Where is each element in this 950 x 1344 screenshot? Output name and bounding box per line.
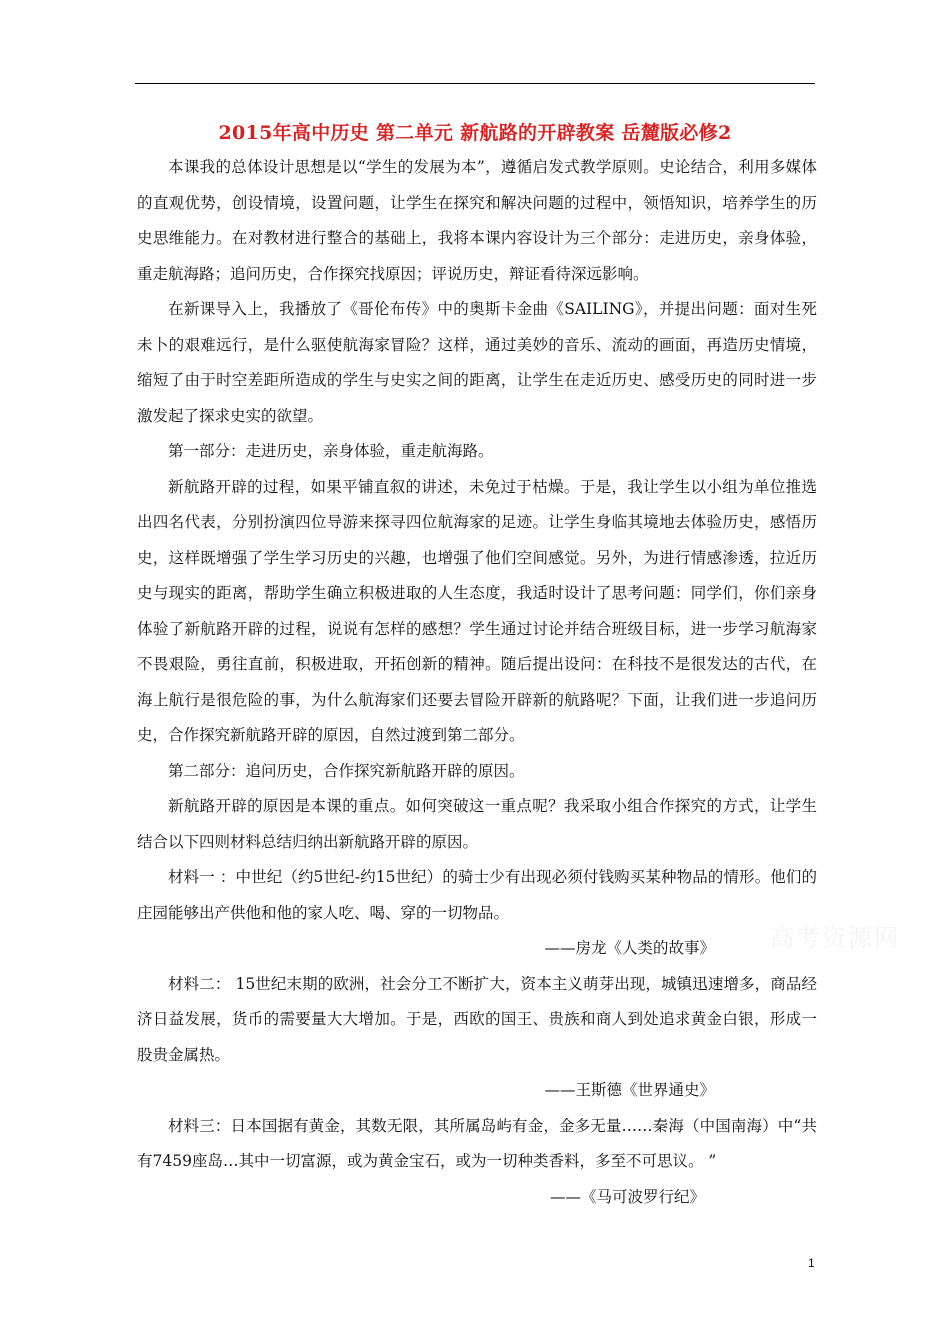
source-material-two: ——王斯德《世界通史》: [544, 1081, 715, 1099]
source-material-one: ——房龙《人类的故事》: [544, 939, 715, 957]
document-body: [137, 150, 817, 1215]
paragraph-part-two-body: 新航路开辟的原因是本课的重点。如何突破这一重点呢？我采取小组合作探究的方式，让学生结合以下四则材料总结归纳出新航路开辟的原因。: [137, 797, 817, 851]
source-material-three: ——《马可波罗行纪》: [549, 1187, 705, 1206]
paragraph-material-one: 材料一 ：中世纪（约5世纪-约15世纪）的骑士少有出现必须付钱购买某种物品的情形。他们的庄园能够出产供他和他的家人吃、喝、穿的一切物品。: [137, 868, 817, 922]
document-title: 2015年高中历史 第二单元 新航路的开辟教案 岳麓版必修2: [218, 122, 732, 144]
paragraph-part-one-body: 新航路开辟的过程，如果平铺直叙的讲述，未免过于枯燥。于是，我让学生以小组为单位推选出四名代表，分别扮演四位导游来探寻四位航海家的足迹。让学生身临其境地去体验历史，感悟历史，这样既增强了学生学习历史的兴趣，也增强了他们空间感觉。另外，为进行情感渗透，拉近历史与现实的距离，帮助学生确立积极进取的人生态度，我适时设计了思考问题：同学们，你们亲身体验了新航路开辟的过程，说说有怎样的感想？学生通过讨论并结合班级目标，进一步学习航海家不畏艰险，勇往直前，积极进取，开拓创新的精神。随后提出设问：在科技不是很发达的古代，在海上航行是很危险的事，为什么航海家们还要去冒险开辟新的航路呢？下面，让我们进一步追问历史，合作探究新航路开辟的原因，自然过渡到第二部分。: [137, 477, 817, 744]
paragraph-material-three: 材料三：日本国据有黄金，其数无限，其所属岛屿有金，金多无量……秦海（中国南海）中“共有7459座岛…其中一切富源，或为黄金宝石，或为一切种类香料，多至不可思议。 ”: [137, 1116, 817, 1170]
paragraph-design-idea: 本课我的总体设计思想是以“学生的发展为本”，遵循启发式教学原则。史论结合，利用多媒体的直观优势，创设情境，设置问题，让学生在探究和解决问题的过程中，领悟知识，培养学生的历史思维能力。在对教材进行整合的基础上，我将本课内容设计为三个部分：走进历史，亲身体验，重走航海路；追问历史，合作探究找原因；评说历史，辩证看待深远影响。: [137, 158, 817, 283]
paragraph-introduction: 在新课导入上，我播放了《哥伦布传》中的奥斯卡金曲《SAILING》，并提出问题：面对生死未卜的艰难远行，是什么驱使航海家冒险？这样，通过美妙的音乐、流动的画面，再造历史情境，缩短了由于时空差距所造成的学生与史实之间的距离，让学生在走近历史、感受历史的同时进一步激发起了探求史实的欲望。: [137, 300, 817, 425]
watermark: 高考资源网: [770, 924, 900, 952]
page-number: 1: [808, 1256, 815, 1270]
paragraph-part-one-heading: 第一部分：走进历史，亲身体验，重走航海路。: [168, 442, 494, 460]
paragraph-part-two-heading: 第二部分：追问历史，合作探究新航路开辟的原因。: [168, 761, 525, 780]
header-rule: [135, 83, 815, 84]
paragraph-material-two: 材料二： 15世纪末期的欧洲，社会分工不断扩大，资本主义萌芽出现，城镇迅速增多，商品经济日益发展，货币的需要量大大增加。于是，西欧的国王、贵族和商人到处追求黄金白银，形成一股贵金属热。: [137, 974, 817, 1064]
